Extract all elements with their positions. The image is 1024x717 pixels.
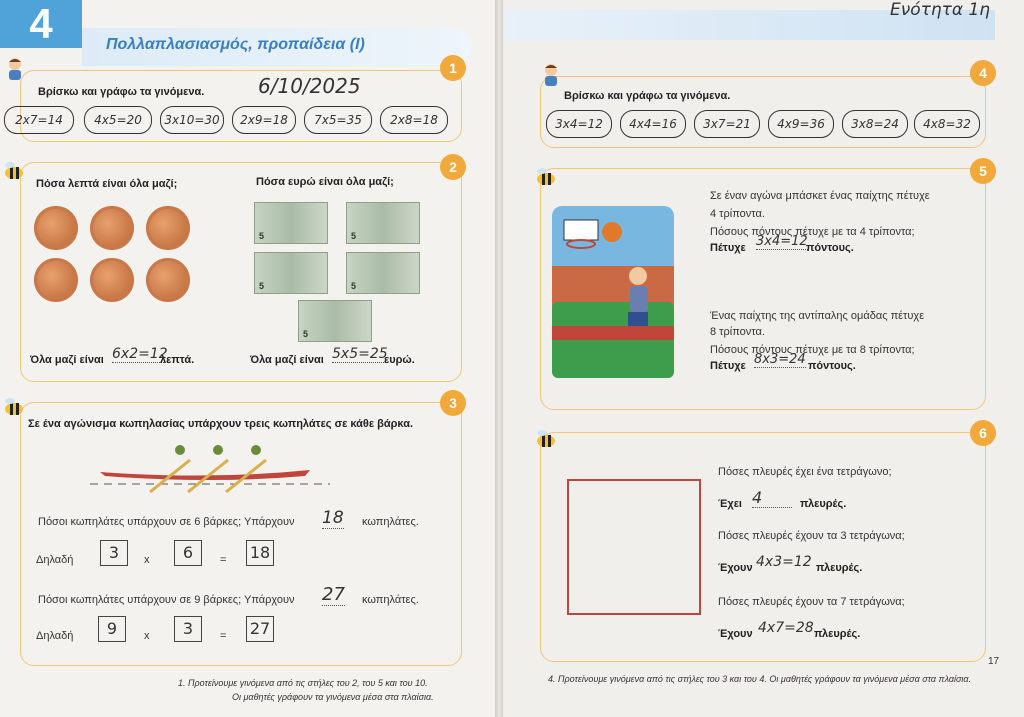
equals-sign: = <box>220 554 227 566</box>
banknote-value: 5 <box>351 281 357 291</box>
handwritten-date: 6/10/2025 <box>258 74 361 98</box>
ex2-answer-euros-suffix: ευρώ. <box>384 354 415 366</box>
ex4-answer-6: 4x8=32 <box>914 110 980 138</box>
ex5-p1-line1: Σε έναν αγώνα μπάσκετ ένας παίχτης πέτυχε <box>710 190 930 202</box>
page-number: 17 <box>988 656 1000 667</box>
red-square-shape <box>567 479 701 615</box>
ex5-p1-answer-suffix: πόντους. <box>806 242 854 254</box>
banknote-value: 5 <box>351 231 357 241</box>
book-spine <box>495 0 503 717</box>
ex5-p2-line1: Ένας παίχτης της αντίπαλης ομάδας πέτυχε <box>710 310 925 322</box>
banknote-icon <box>254 202 328 244</box>
ex6-a2-prefix: Έχουν <box>718 562 753 574</box>
ex3-row2-factor2: 3 <box>174 616 202 642</box>
ex4-answer-1: 3x4=12 <box>546 110 612 138</box>
ex3-row2-factor1: 9 <box>98 616 126 642</box>
coin-icon <box>90 206 134 250</box>
ex4-answer-2: 4x4=16 <box>620 110 686 138</box>
ex6-a3-prefix: Έχουν <box>718 628 753 640</box>
ex3-q1-suffix: κωπηλάτες. <box>362 516 419 528</box>
banknote-icon <box>298 300 372 342</box>
ex6-a2: 4x3=12 <box>756 554 812 570</box>
ex6-q2: Πόσες πλευρές έχουν τα 3 τετράγωνα; <box>718 530 905 542</box>
ex6-a1-suffix: πλευρές. <box>800 498 847 510</box>
banknote-value: 5 <box>259 231 265 241</box>
ex3-row2-product: 27 <box>246 616 274 642</box>
coin-icon <box>90 258 134 302</box>
ex2-question-cents: Πόσα λεπτά είναι όλα μαζί; <box>36 178 178 190</box>
ex6-q1: Πόσες πλευρές έχει ένα τετράγωνο; <box>718 466 892 478</box>
ex6-a3-suffix: πλευρές. <box>814 628 861 640</box>
footnote-left-line1: 1. Προτείνουμε γινόμενα από τις στήλες του 2, του 5 και του 10. <box>178 678 428 688</box>
coin-icon <box>146 206 190 250</box>
ex6-a1-prefix: Έχει <box>718 498 742 510</box>
coin-icon <box>34 206 78 250</box>
banknote-icon <box>254 252 328 294</box>
ex1-answer-5: 7x5=35 <box>304 106 372 134</box>
boy-mascot-icon <box>540 62 562 88</box>
ex6-a3: 4x7=28 <box>758 620 814 636</box>
exercise-1-instruction: Βρίσκω και γράφω τα γινόμενα. <box>38 86 205 98</box>
ex3-q2-prefix: Πόσοι κωπηλάτες υπάρχουν σε 9 βάρκες; Υπάρχουν <box>38 594 295 606</box>
exercise-3-badge: 3 <box>440 390 466 416</box>
exercise-4-badge: 4 <box>970 60 996 86</box>
ex3-instruction: Σε ένα αγώνισμα κωπηλασίας υπάρχουν τρεις κωπηλάτες σε κάθε βάρκα. <box>28 418 414 430</box>
ex3-row1-label: Δηλαδή <box>36 554 74 566</box>
times-sign: x <box>144 554 150 566</box>
exercise-5-badge: 5 <box>970 158 996 184</box>
rowing-boat-icon <box>90 440 330 496</box>
unit-number: 4 <box>0 0 82 48</box>
ex2-answer-cents-prefix: Όλα μαζί είναι <box>30 354 104 366</box>
ex5-p1-line3: Πόσους πόντους πέτυχε με τα 4 τρίποντα; <box>710 226 915 238</box>
ex1-answer-2: 4x5=20 <box>84 106 152 134</box>
basketball-player-illustration <box>552 206 674 378</box>
ex3-q1-answer: 18 <box>322 508 344 528</box>
ex1-answer-4: 2x9=18 <box>232 106 296 134</box>
bee-icon <box>0 396 26 418</box>
coin-icon <box>34 258 78 302</box>
bee-icon <box>0 160 26 182</box>
banknote-icon <box>346 252 420 294</box>
ex5-p2-line3: Πόσους πόντους πέτυχε με τα 8 τρίποντα; <box>710 344 915 356</box>
equals-sign: = <box>220 630 227 642</box>
ex3-q2-answer: 27 <box>322 584 345 605</box>
ex6-q3: Πόσες πλευρές έχουν τα 7 τετράγωνα; <box>718 596 905 608</box>
footnote-left-line2: Οι μαθητές γράφουν τα γινόμενα μέσα στα πλαίσια. <box>232 692 434 702</box>
ex3-row1-factor1: 3 <box>100 540 128 566</box>
boy-mascot-icon <box>4 56 26 82</box>
exercise-1-badge: 1 <box>440 55 466 81</box>
ex3-row1-product: 18 <box>246 540 274 566</box>
ex2-question-euros: Πόσα ευρώ είναι όλα μαζί; <box>256 176 394 188</box>
ex3-row1-factor2: 6 <box>174 540 202 566</box>
ex5-p1-answer-prefix: Πέτυχε <box>710 242 746 254</box>
bee-icon <box>532 166 558 188</box>
exercise-6-badge: 6 <box>970 420 996 446</box>
bee-icon <box>532 428 558 450</box>
ex5-p2-answer: 8x3=24 <box>754 352 806 367</box>
ex5-p1-line2: 4 τρίποντα. <box>710 208 765 220</box>
ex2-answer-euros-prefix: Όλα μαζί είναι <box>250 354 324 366</box>
ex2-answer-cents: 6x2=12 <box>112 346 168 362</box>
ex2-answer-euros: 5x5=25 <box>332 346 388 362</box>
coin-icon <box>146 258 190 302</box>
exercise-2-badge: 2 <box>440 154 466 180</box>
exercise-4-instruction: Βρίσκω και γράφω τα γινόμενα. <box>564 90 731 102</box>
page-title: Πολλαπλασιασμός, προπαίδεια (Ι) <box>106 36 365 53</box>
ex4-answer-4: 4x9=36 <box>768 110 834 138</box>
banknote-value: 5 <box>259 281 265 291</box>
ex5-p1-answer: 3x4=12 <box>756 234 808 249</box>
ex5-p2-line2: 8 τρίποντα. <box>710 326 765 338</box>
ex3-row2-label: Δηλαδή <box>36 630 74 642</box>
ex5-p2-answer-suffix: πόντους. <box>808 360 856 372</box>
ex6-a1: 4 <box>752 488 792 508</box>
ex1-answer-6: 2x8=18 <box>380 106 448 134</box>
ex4-answer-3: 3x7=21 <box>694 110 760 138</box>
ex1-answer-1: 2x7=14 <box>4 106 74 134</box>
banknote-value: 5 <box>303 329 309 339</box>
ex1-answer-3: 3x10=30 <box>160 106 224 134</box>
ex5-p2-answer-prefix: Πέτυχε <box>710 360 746 372</box>
ex6-a2-suffix: πλευρές. <box>816 562 863 574</box>
ex2-answer-cents-suffix: λεπτά. <box>160 354 195 366</box>
times-sign: x <box>144 630 150 642</box>
banknote-icon <box>346 202 420 244</box>
footnote-right: 4. Προτείνουμε γινόμενα από τις στήλες του 3 και του 4. Οι μαθητές γράφουν τα γινόμενα μέσα στα πλαίσια. <box>548 674 972 684</box>
unit-label: Ενότητα 1η <box>890 0 991 20</box>
ex3-q1-prefix: Πόσοι κωπηλάτες υπάρχουν σε 6 βάρκες; Υπάρχουν <box>38 516 295 528</box>
ex4-answer-5: 3x8=24 <box>842 110 908 138</box>
ex3-q2-suffix: κωπηλάτες. <box>362 594 419 606</box>
